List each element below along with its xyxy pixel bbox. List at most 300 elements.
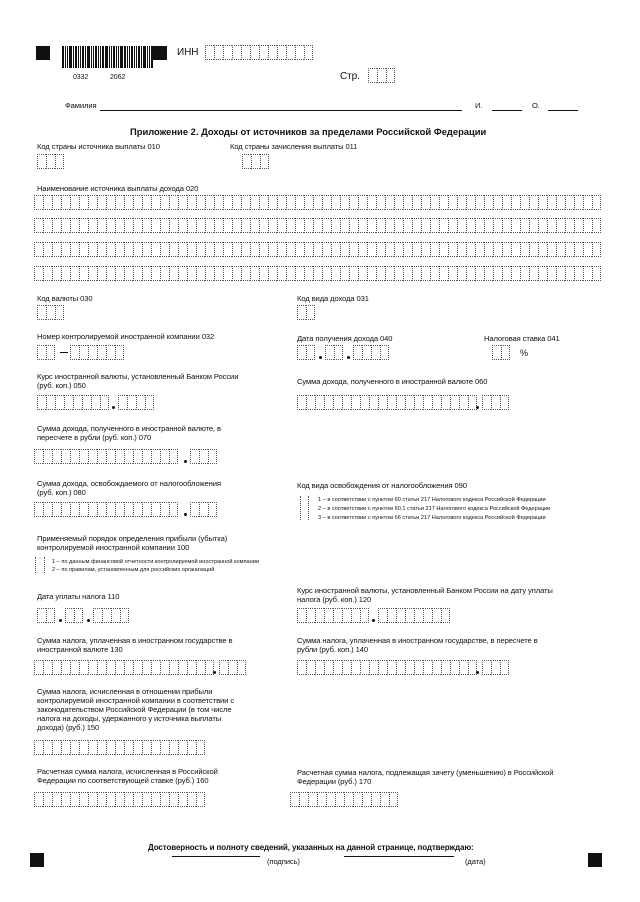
- input-cell[interactable]: [34, 502, 43, 517]
- input-cell[interactable]: [500, 660, 509, 675]
- input-cell[interactable]: [414, 660, 423, 675]
- input-cell[interactable]: [88, 660, 97, 675]
- input-cell[interactable]: [380, 345, 389, 360]
- input-cell[interactable]: [46, 305, 55, 320]
- cells-150[interactable]: [34, 740, 205, 755]
- input-cell[interactable]: [133, 266, 142, 281]
- input-cell[interactable]: [160, 195, 169, 210]
- input-cell[interactable]: [457, 195, 466, 210]
- input-cell[interactable]: [205, 266, 214, 281]
- input-cell[interactable]: [450, 395, 459, 410]
- input-cell[interactable]: [421, 242, 430, 257]
- input-cell[interactable]: [466, 195, 475, 210]
- cells-010[interactable]: [37, 154, 64, 169]
- input-cell[interactable]: [97, 740, 106, 755]
- input-cell[interactable]: [115, 266, 124, 281]
- cells-032-a[interactable]: [37, 345, 55, 360]
- input-cell[interactable]: [277, 195, 286, 210]
- cells-050-int[interactable]: [37, 395, 109, 410]
- input-cell[interactable]: [187, 792, 196, 807]
- input-cell[interactable]: [547, 266, 556, 281]
- input-cell[interactable]: [190, 449, 199, 464]
- input-cell[interactable]: [178, 266, 187, 281]
- input-cell[interactable]: [55, 395, 64, 410]
- input-cell[interactable]: [484, 266, 493, 281]
- input-cell[interactable]: [360, 660, 369, 675]
- input-cell[interactable]: [313, 195, 322, 210]
- input-cell[interactable]: [351, 608, 360, 623]
- input-cell[interactable]: [324, 395, 333, 410]
- input-cell[interactable]: [574, 195, 583, 210]
- cells-032-b[interactable]: [70, 345, 124, 360]
- input-cell[interactable]: [260, 154, 269, 169]
- input-cell[interactable]: [529, 195, 538, 210]
- input-cell[interactable]: [492, 345, 501, 360]
- input-cell[interactable]: [322, 195, 331, 210]
- input-cell[interactable]: [232, 45, 241, 60]
- input-cell[interactable]: [511, 218, 520, 233]
- input-cell[interactable]: [259, 45, 268, 60]
- input-cell[interactable]: [439, 266, 448, 281]
- input-cell[interactable]: [151, 449, 160, 464]
- input-cell[interactable]: [250, 45, 259, 60]
- input-cell[interactable]: [396, 660, 405, 675]
- input-cell[interactable]: [79, 502, 88, 517]
- input-cell[interactable]: [79, 195, 88, 210]
- input-cell[interactable]: [306, 395, 315, 410]
- input-cell[interactable]: [133, 740, 142, 755]
- input-cell[interactable]: [124, 242, 133, 257]
- input-cell[interactable]: [43, 242, 52, 257]
- input-cell[interactable]: [61, 740, 70, 755]
- input-cell[interactable]: [414, 395, 423, 410]
- input-cell[interactable]: [115, 345, 124, 360]
- input-cell[interactable]: [145, 395, 154, 410]
- input-cell[interactable]: [169, 266, 178, 281]
- input-cell[interactable]: [79, 449, 88, 464]
- input-cell[interactable]: [97, 266, 106, 281]
- input-cell[interactable]: [151, 195, 160, 210]
- input-cell[interactable]: [322, 242, 331, 257]
- input-cell[interactable]: [43, 195, 52, 210]
- input-cell[interactable]: [124, 502, 133, 517]
- input-cell[interactable]: [88, 345, 97, 360]
- input-cell[interactable]: [178, 195, 187, 210]
- input-cell[interactable]: [574, 266, 583, 281]
- input-cell[interactable]: [124, 266, 133, 281]
- input-cell[interactable]: [421, 195, 430, 210]
- input-cell[interactable]: [385, 195, 394, 210]
- input-cell[interactable]: [313, 242, 322, 257]
- input-cell[interactable]: [441, 608, 450, 623]
- input-cell[interactable]: [196, 792, 205, 807]
- input-cell[interactable]: [97, 195, 106, 210]
- input-cell[interactable]: [475, 195, 484, 210]
- input-cell[interactable]: [133, 242, 142, 257]
- input-cell[interactable]: [367, 195, 376, 210]
- input-cell[interactable]: [511, 266, 520, 281]
- input-cell[interactable]: [88, 740, 97, 755]
- input-cell[interactable]: [199, 449, 208, 464]
- input-cell[interactable]: [106, 740, 115, 755]
- input-cell[interactable]: [61, 792, 70, 807]
- input-cell[interactable]: [459, 660, 468, 675]
- input-cell[interactable]: [61, 502, 70, 517]
- input-cell[interactable]: [142, 660, 151, 675]
- input-cell[interactable]: [43, 218, 52, 233]
- input-cell[interactable]: [349, 242, 358, 257]
- input-cell[interactable]: [196, 218, 205, 233]
- input-cell[interactable]: [297, 660, 306, 675]
- page-cells[interactable]: [368, 68, 395, 83]
- input-cell[interactable]: [344, 792, 353, 807]
- input-cell[interactable]: [432, 608, 441, 623]
- input-cell[interactable]: [250, 242, 259, 257]
- input-cell[interactable]: [313, 266, 322, 281]
- input-cell[interactable]: [133, 195, 142, 210]
- input-cell[interactable]: [37, 305, 46, 320]
- input-cell[interactable]: [232, 218, 241, 233]
- input-cell[interactable]: [160, 502, 169, 517]
- input-cell[interactable]: [349, 218, 358, 233]
- input-cell[interactable]: [208, 502, 217, 517]
- input-cell[interactable]: [380, 792, 389, 807]
- input-cell[interactable]: [70, 660, 79, 675]
- input-cell[interactable]: [520, 218, 529, 233]
- input-cell[interactable]: [208, 449, 217, 464]
- input-cell[interactable]: [160, 266, 169, 281]
- input-cell[interactable]: [34, 660, 43, 675]
- input-cell[interactable]: [46, 154, 55, 169]
- input-cell[interactable]: [223, 45, 232, 60]
- input-cell[interactable]: [295, 242, 304, 257]
- input-cell[interactable]: [448, 242, 457, 257]
- input-cell[interactable]: [34, 449, 43, 464]
- input-cell[interactable]: [43, 266, 52, 281]
- input-cell[interactable]: [268, 218, 277, 233]
- input-cell[interactable]: [115, 242, 124, 257]
- input-cell[interactable]: [232, 266, 241, 281]
- input-cell[interactable]: [70, 195, 79, 210]
- input-cell[interactable]: [61, 266, 70, 281]
- input-cell[interactable]: [43, 449, 52, 464]
- input-cell[interactable]: [371, 345, 380, 360]
- input-cell[interactable]: [133, 660, 142, 675]
- input-cell[interactable]: [306, 345, 315, 360]
- input-cell[interactable]: [297, 305, 306, 320]
- input-cell[interactable]: [574, 242, 583, 257]
- input-cell[interactable]: [70, 266, 79, 281]
- cells-020-row1[interactable]: [34, 195, 601, 210]
- input-cell[interactable]: [351, 395, 360, 410]
- input-cell[interactable]: [88, 266, 97, 281]
- input-cell[interactable]: [91, 395, 100, 410]
- input-cell[interactable]: [403, 266, 412, 281]
- input-cell[interactable]: [386, 68, 395, 83]
- input-cell[interactable]: [241, 195, 250, 210]
- input-cell[interactable]: [538, 266, 547, 281]
- input-cell[interactable]: [295, 218, 304, 233]
- input-cell[interactable]: [106, 345, 115, 360]
- input-cell[interactable]: [493, 242, 502, 257]
- input-cell[interactable]: [169, 740, 178, 755]
- input-cell[interactable]: [414, 608, 423, 623]
- input-cell[interactable]: [538, 242, 547, 257]
- input-cell[interactable]: [556, 195, 565, 210]
- input-cell[interactable]: [88, 502, 97, 517]
- cells-110-day[interactable]: [37, 608, 55, 623]
- input-cell[interactable]: [70, 449, 79, 464]
- input-cell[interactable]: [37, 154, 46, 169]
- input-cell[interactable]: [37, 608, 46, 623]
- input-cell[interactable]: [268, 195, 277, 210]
- input-cell[interactable]: [529, 242, 538, 257]
- input-cell[interactable]: [286, 218, 295, 233]
- input-cell[interactable]: [297, 608, 306, 623]
- input-cell[interactable]: [142, 242, 151, 257]
- input-cell[interactable]: [412, 195, 421, 210]
- input-cell[interactable]: [106, 242, 115, 257]
- input-cell[interactable]: [151, 242, 160, 257]
- input-cell[interactable]: [79, 242, 88, 257]
- input-cell[interactable]: [124, 660, 133, 675]
- input-cell[interactable]: [423, 608, 432, 623]
- input-cell[interactable]: [565, 266, 574, 281]
- input-cell[interactable]: [106, 218, 115, 233]
- date-line[interactable]: [344, 856, 454, 857]
- input-cell[interactable]: [79, 266, 88, 281]
- input-cell[interactable]: [228, 660, 237, 675]
- input-cell[interactable]: [448, 266, 457, 281]
- input-cell[interactable]: [97, 502, 106, 517]
- input-cell[interactable]: [322, 218, 331, 233]
- cells-110-year[interactable]: [93, 608, 129, 623]
- input-cell[interactable]: [322, 266, 331, 281]
- input-cell[interactable]: [115, 740, 124, 755]
- input-cell[interactable]: [115, 660, 124, 675]
- input-cell[interactable]: [55, 305, 64, 320]
- input-cell[interactable]: [205, 195, 214, 210]
- input-cell[interactable]: [34, 740, 43, 755]
- input-cell[interactable]: [142, 195, 151, 210]
- input-cell[interactable]: [286, 45, 295, 60]
- input-cell[interactable]: [297, 345, 306, 360]
- input-cell[interactable]: [556, 242, 565, 257]
- input-cell[interactable]: [396, 395, 405, 410]
- input-cell[interactable]: [342, 608, 351, 623]
- input-cell[interactable]: [169, 502, 178, 517]
- cells-040-year[interactable]: [353, 345, 389, 360]
- input-cell[interactable]: [430, 218, 439, 233]
- input-cell[interactable]: [315, 395, 324, 410]
- input-cell[interactable]: [394, 195, 403, 210]
- input-cell[interactable]: [65, 608, 74, 623]
- input-cell[interactable]: [349, 195, 358, 210]
- input-cell[interactable]: [421, 266, 430, 281]
- input-cell[interactable]: [142, 266, 151, 281]
- input-cell[interactable]: [46, 395, 55, 410]
- input-cell[interactable]: [178, 740, 187, 755]
- input-cell[interactable]: [304, 45, 313, 60]
- input-cell[interactable]: [286, 242, 295, 257]
- input-cell[interactable]: [335, 792, 344, 807]
- input-cell[interactable]: [259, 242, 268, 257]
- input-cell[interactable]: [466, 266, 475, 281]
- input-cell[interactable]: [376, 195, 385, 210]
- input-cell[interactable]: [106, 660, 115, 675]
- input-cell[interactable]: [70, 502, 79, 517]
- input-cell[interactable]: [232, 195, 241, 210]
- input-cell[interactable]: [133, 792, 142, 807]
- input-cell[interactable]: [250, 218, 259, 233]
- input-cell[interactable]: [583, 218, 592, 233]
- input-cell[interactable]: [331, 218, 340, 233]
- input-cell[interactable]: [342, 660, 351, 675]
- cells-040-day[interactable]: [297, 345, 315, 360]
- input-cell[interactable]: [70, 740, 79, 755]
- input-cell[interactable]: [277, 242, 286, 257]
- input-cell[interactable]: [160, 449, 169, 464]
- input-cell[interactable]: [403, 195, 412, 210]
- input-cell[interactable]: [160, 740, 169, 755]
- input-cell[interactable]: [500, 395, 509, 410]
- input-cell[interactable]: [232, 242, 241, 257]
- input-cell[interactable]: [439, 218, 448, 233]
- input-cell[interactable]: [376, 266, 385, 281]
- input-cell[interactable]: [501, 345, 510, 360]
- input-cell[interactable]: [349, 266, 358, 281]
- input-cell[interactable]: [439, 242, 448, 257]
- input-cell[interactable]: [290, 792, 299, 807]
- cells-020-row4[interactable]: [34, 266, 601, 281]
- input-cell[interactable]: [367, 242, 376, 257]
- cells-060-dec[interactable]: [482, 395, 509, 410]
- cells-070-int[interactable]: [34, 449, 178, 464]
- input-cell[interactable]: [214, 242, 223, 257]
- inn-cells[interactable]: [205, 45, 313, 60]
- cells-140-int[interactable]: [297, 660, 477, 675]
- input-cell[interactable]: [187, 218, 196, 233]
- cells-080-dec[interactable]: [190, 502, 217, 517]
- input-cell[interactable]: [482, 660, 491, 675]
- cells-080-int[interactable]: [34, 502, 178, 517]
- input-cell[interactable]: [214, 195, 223, 210]
- input-cell[interactable]: [46, 608, 55, 623]
- cells-130-dec[interactable]: [219, 660, 246, 675]
- input-cell[interactable]: [61, 195, 70, 210]
- input-cell[interactable]: [79, 792, 88, 807]
- input-cell[interactable]: [358, 195, 367, 210]
- input-cell[interactable]: [151, 218, 160, 233]
- input-cell[interactable]: [74, 608, 83, 623]
- input-cell[interactable]: [385, 242, 394, 257]
- input-cell[interactable]: [259, 195, 268, 210]
- input-cell[interactable]: [61, 449, 70, 464]
- input-cell[interactable]: [331, 195, 340, 210]
- cells-120-dec[interactable]: [378, 608, 450, 623]
- input-cell[interactable]: [547, 242, 556, 257]
- input-cell[interactable]: [295, 195, 304, 210]
- input-cell[interactable]: [412, 218, 421, 233]
- input-cell[interactable]: [70, 345, 79, 360]
- input-cell[interactable]: [277, 266, 286, 281]
- input-cell[interactable]: [369, 395, 378, 410]
- input-cell[interactable]: [196, 195, 205, 210]
- input-cell[interactable]: [187, 266, 196, 281]
- input-cell[interactable]: [196, 242, 205, 257]
- input-cell[interactable]: [441, 660, 450, 675]
- input-cell[interactable]: [106, 195, 115, 210]
- input-cell[interactable]: [52, 792, 61, 807]
- input-cell[interactable]: [304, 195, 313, 210]
- input-cell[interactable]: [70, 792, 79, 807]
- input-cell[interactable]: [52, 740, 61, 755]
- input-cell[interactable]: [223, 266, 232, 281]
- input-cell[interactable]: [368, 68, 377, 83]
- input-cell[interactable]: [251, 154, 260, 169]
- input-cell[interactable]: [37, 345, 46, 360]
- input-cell[interactable]: [196, 660, 205, 675]
- input-cell[interactable]: [565, 242, 574, 257]
- input-cell[interactable]: [511, 242, 520, 257]
- input-cell[interactable]: [124, 195, 133, 210]
- input-cell[interactable]: [520, 242, 529, 257]
- input-cell[interactable]: [142, 502, 151, 517]
- input-cell[interactable]: [136, 395, 145, 410]
- input-cell[interactable]: [333, 608, 342, 623]
- input-cell[interactable]: [306, 305, 315, 320]
- input-cell[interactable]: [52, 660, 61, 675]
- input-cell[interactable]: [358, 218, 367, 233]
- input-cell[interactable]: [34, 195, 43, 210]
- input-cell[interactable]: [387, 395, 396, 410]
- input-cell[interactable]: [387, 660, 396, 675]
- input-cell[interactable]: [502, 218, 511, 233]
- input-cell[interactable]: [342, 395, 351, 410]
- input-cell[interactable]: [88, 449, 97, 464]
- input-cell[interactable]: [466, 218, 475, 233]
- cells-041[interactable]: [492, 345, 510, 360]
- cells-170[interactable]: [290, 792, 398, 807]
- input-cell[interactable]: [142, 740, 151, 755]
- input-cell[interactable]: [106, 449, 115, 464]
- input-cell[interactable]: [371, 792, 380, 807]
- input-cell[interactable]: [538, 195, 547, 210]
- input-cell[interactable]: [377, 68, 386, 83]
- input-cell[interactable]: [430, 195, 439, 210]
- input-cell[interactable]: [306, 608, 315, 623]
- input-cell[interactable]: [412, 242, 421, 257]
- input-cell[interactable]: [520, 195, 529, 210]
- input-cell[interactable]: [448, 218, 457, 233]
- input-cell[interactable]: [403, 242, 412, 257]
- input-cell[interactable]: [133, 218, 142, 233]
- input-cell[interactable]: [520, 266, 529, 281]
- input-cell[interactable]: [396, 608, 405, 623]
- cells-031[interactable]: [297, 305, 315, 320]
- input-cell[interactable]: [151, 266, 160, 281]
- input-cell[interactable]: [97, 660, 106, 675]
- input-cell[interactable]: [102, 608, 111, 623]
- input-cell[interactable]: [547, 195, 556, 210]
- input-cell[interactable]: [430, 266, 439, 281]
- input-cell[interactable]: [88, 218, 97, 233]
- input-cell[interactable]: [151, 660, 160, 675]
- input-cell[interactable]: [317, 792, 326, 807]
- input-cell[interactable]: [106, 266, 115, 281]
- surname-line[interactable]: [100, 110, 462, 111]
- input-cell[interactable]: [79, 740, 88, 755]
